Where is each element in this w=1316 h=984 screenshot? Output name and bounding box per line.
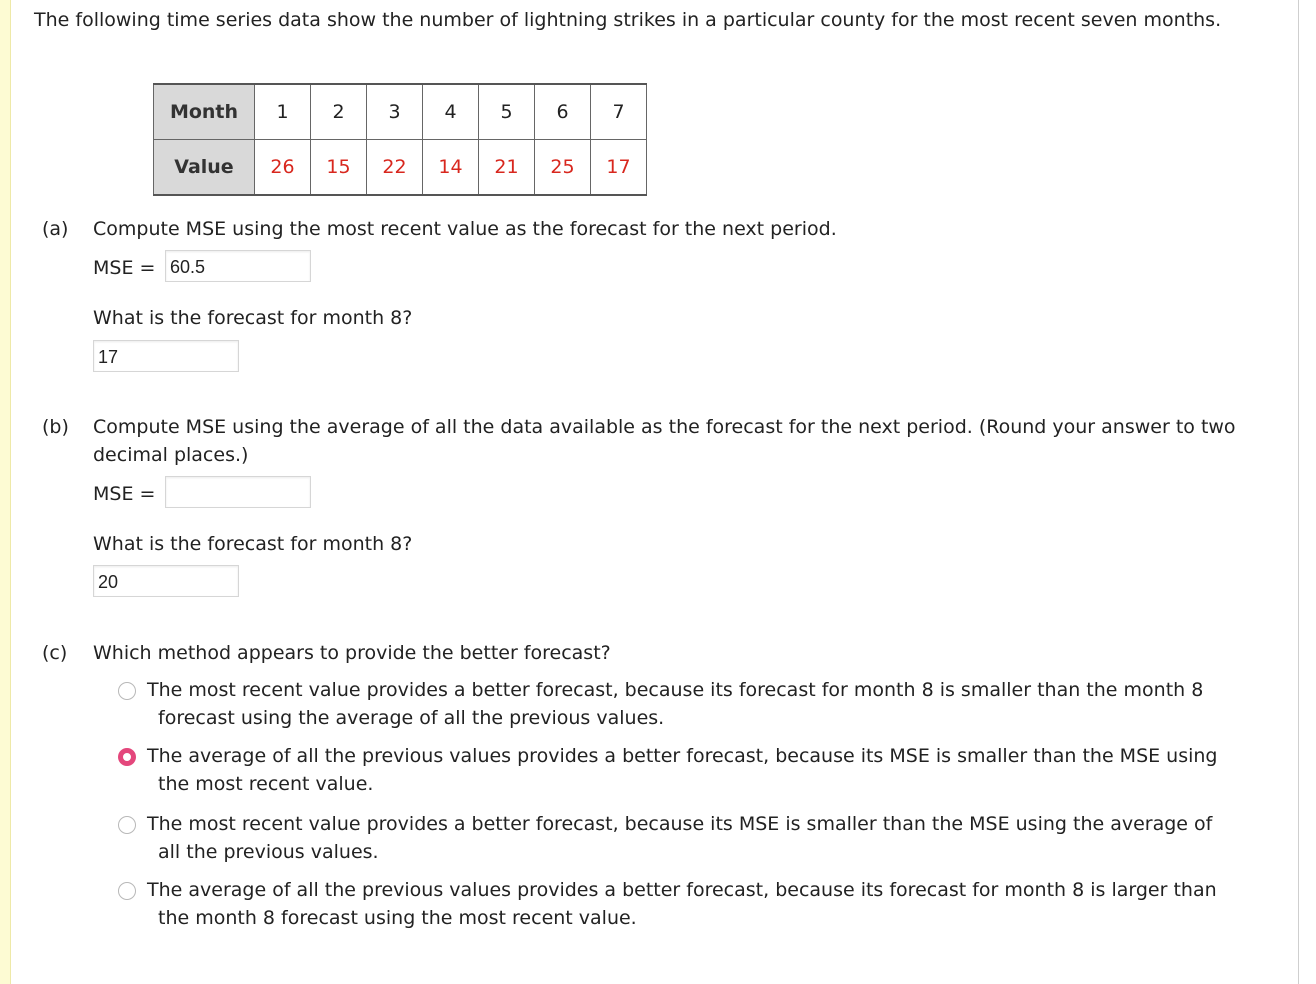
month-cell: 2 — [311, 84, 367, 140]
value-cell: 25 — [535, 140, 591, 196]
option-text-cont: the most recent value. — [158, 773, 374, 795]
intro-text: The following time series data show the number of lightning strikes in a particular county for the most recent seven months. — [34, 9, 1222, 31]
value-cell: 26 — [255, 140, 311, 196]
option-text: The most recent value provides a better forecast, because its forecast for month 8 is smaller than the month 8 — [147, 679, 1204, 701]
option-text-cont: forecast using the average of all the previous values. — [158, 707, 665, 729]
value-cell: 15 — [311, 140, 367, 196]
part-b-forecast-input[interactable]: 20 — [93, 565, 239, 597]
month-cell: 3 — [367, 84, 423, 140]
radio-button-icon[interactable] — [118, 682, 136, 700]
part-a-mse-input[interactable]: 60.5 — [165, 250, 311, 282]
part-a-letter: (a) — [42, 218, 69, 240]
part-a-mse-label: MSE = — [93, 257, 156, 279]
option-text-cont: the month 8 forecast using the most recent value. — [158, 907, 637, 929]
row-header-month: Month — [154, 84, 255, 140]
row-header-value: Value — [154, 140, 255, 196]
radio-button-selected-icon[interactable] — [118, 748, 136, 766]
part-b-mse-label: MSE = — [93, 483, 156, 505]
value-cell: 21 — [479, 140, 535, 196]
value-cell: 22 — [367, 140, 423, 196]
part-c-letter: (c) — [42, 642, 68, 664]
part-b-letter: (b) — [42, 416, 69, 438]
time-series-table — [153, 83, 647, 196]
month-cell: 5 — [479, 84, 535, 140]
option-text-cont: all the previous values. — [158, 841, 379, 863]
month-cell: 1 — [255, 84, 311, 140]
value-cell: 17 — [591, 140, 647, 196]
radio-button-icon[interactable] — [118, 882, 136, 900]
table-row-value — [154, 140, 647, 196]
month-cell: 7 — [591, 84, 647, 140]
radio-button-icon[interactable] — [118, 816, 136, 834]
part-b-question: Compute MSE using the average of all the data available as the forecast for the next period. (Round your answer to two decimal places.) — [93, 416, 1236, 466]
part-a-forecast-question: What is the forecast for month 8? — [93, 307, 413, 329]
month-cell: 6 — [535, 84, 591, 140]
option-text: The most recent value provides a better forecast, because its MSE is smaller than the MSE using the average of — [147, 813, 1213, 835]
month-cell: 4 — [423, 84, 479, 140]
part-a-question: Compute MSE using the most recent value as the forecast for the next period. — [93, 218, 837, 240]
value-cell: 14 — [423, 140, 479, 196]
part-c-question: Which method appears to provide the better forecast? — [93, 642, 611, 664]
table-row-month — [154, 84, 647, 140]
option-text: The average of all the previous values provides a better forecast, because its forecast for month 8 is larger than — [147, 879, 1217, 901]
left-margin-bar — [0, 0, 11, 984]
option-text: The average of all the previous values provides a better forecast, because its MSE is smaller than the MSE using — [147, 745, 1218, 767]
right-border-line — [1298, 0, 1299, 984]
part-b-forecast-question: What is the forecast for month 8? — [93, 533, 413, 555]
part-a-forecast-input[interactable]: 17 — [93, 340, 239, 372]
part-b-mse-input[interactable] — [165, 476, 311, 508]
